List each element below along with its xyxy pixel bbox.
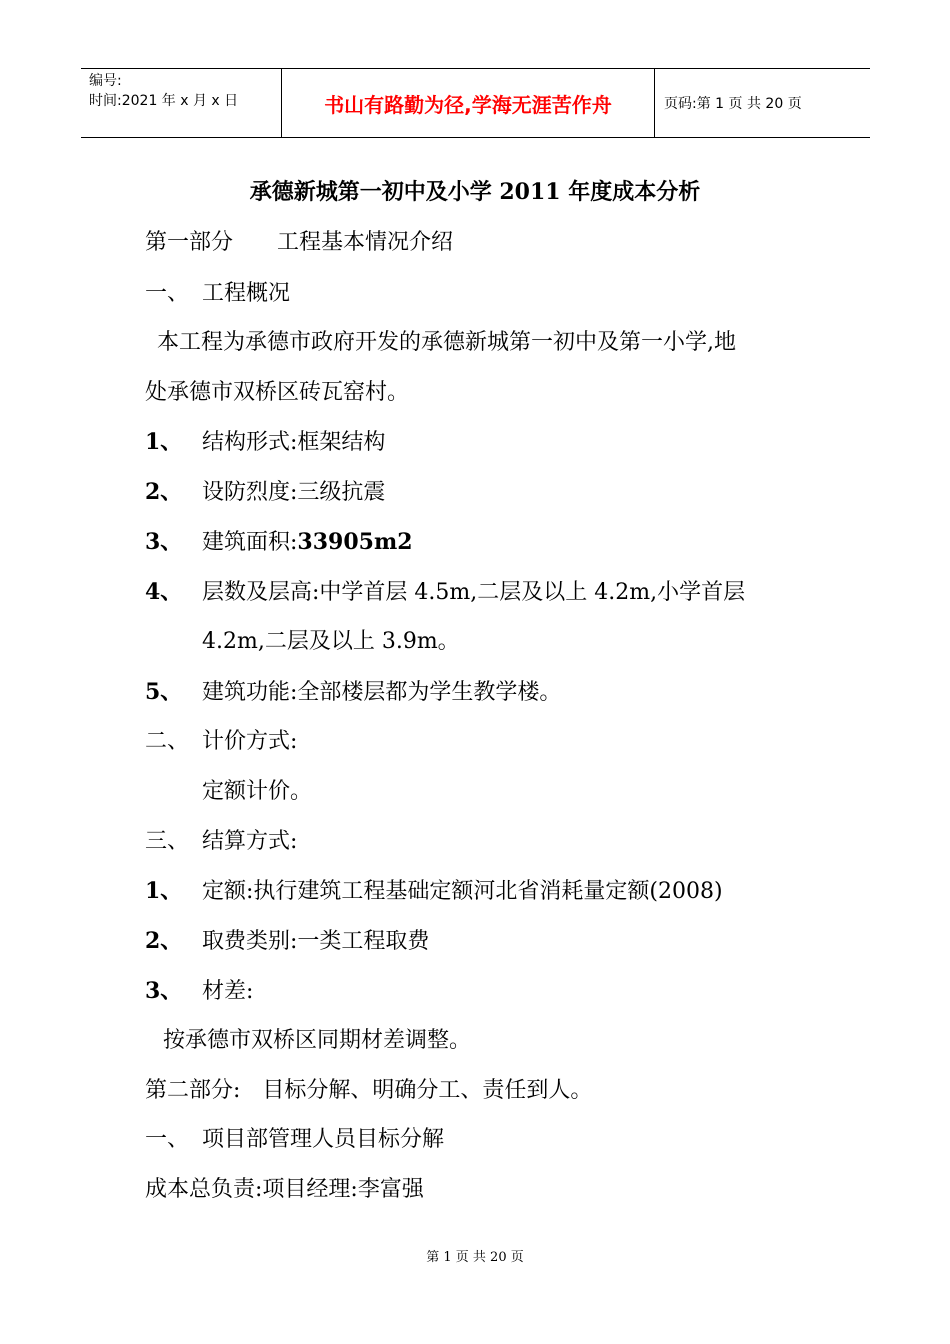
item-text: 设防烈度:三级抗震 xyxy=(202,480,386,505)
item-number: 1、 xyxy=(145,878,183,904)
section1-text: 工程概况 xyxy=(202,281,291,306)
section3-prefix: 三、 xyxy=(145,829,190,854)
section1-prefix: 一、 xyxy=(145,281,190,306)
item-number: 5、 xyxy=(145,679,183,705)
section2-body: 定额计价。 xyxy=(202,779,313,804)
section2-heading xyxy=(145,727,297,757)
list-item xyxy=(145,976,253,1007)
list-item xyxy=(145,427,385,458)
header-motto-cell xyxy=(282,69,655,137)
item-text: 4.2m,二层及以上 3.9m。 xyxy=(202,629,460,654)
item-number: 4、 xyxy=(145,579,183,605)
item-text: 建筑面积: xyxy=(202,530,298,555)
item-text: 建筑功能:全部楼层都为学生教学楼。 xyxy=(202,680,562,705)
section1-heading xyxy=(145,279,290,309)
list-item xyxy=(145,677,561,708)
item-text: 层数及层高:中学首层 4.5m,二层及以上 4.2m,小学首层 xyxy=(202,580,746,605)
page-header xyxy=(81,68,870,138)
item-text: 取费类别:一类工程取费 xyxy=(202,929,430,954)
item-number: 3、 xyxy=(145,978,183,1004)
part1-heading xyxy=(145,228,453,258)
list-item xyxy=(145,876,723,907)
section2-text: 计价方式: xyxy=(202,729,298,754)
item-text: 材差: xyxy=(202,979,254,1004)
part1-text: 工程基本情况介绍 xyxy=(277,230,454,255)
header-page-info: 页码:第 1 页 共 20 页 xyxy=(664,96,802,112)
list-item xyxy=(145,477,385,508)
item-number: 2、 xyxy=(145,479,183,505)
doc-title: 承德新城第一初中及小学 2011 年度成本分析 xyxy=(249,179,701,205)
intro-line-1: 本工程为承德市政府开发的承德新城第一初中及第一小学,地 xyxy=(157,330,736,355)
item-value: 33905m2 xyxy=(297,529,413,555)
doc-time-label: 时间:2021 年 x 月 x 日 xyxy=(89,93,239,109)
section2-prefix: 二、 xyxy=(145,729,190,754)
item-number: 3、 xyxy=(145,529,183,555)
part1-prefix: 第一部分 xyxy=(145,230,234,255)
item-number: 2、 xyxy=(145,928,183,954)
page-footer: 第 1 页 共 20 页 xyxy=(426,1250,524,1265)
list-item xyxy=(145,527,413,558)
part2-heading xyxy=(145,1076,592,1106)
section3-body: 按承德市双桥区同期材差调整。 xyxy=(163,1028,472,1053)
item-text: 结构形式:框架结构 xyxy=(202,430,386,455)
list-item xyxy=(145,577,745,608)
header-motto: 书山有路勤为径,学海无涯苦作舟 xyxy=(324,92,612,117)
section3-heading xyxy=(145,827,297,857)
section4-prefix: 一、 xyxy=(145,1127,190,1152)
item-text: 定额:执行建筑工程基础定额河北省消耗量定额(2008) xyxy=(202,879,723,904)
list-item-continuation xyxy=(145,627,460,657)
doc-number-label: 编号: xyxy=(89,73,122,89)
part2-prefix: 第二部分: xyxy=(145,1078,241,1103)
intro-line-2: 处承德市双桥区砖瓦窑村。 xyxy=(145,380,410,405)
header-meta xyxy=(81,69,282,137)
section4-heading xyxy=(145,1125,444,1155)
cost-responsible-line: 成本总负责:项目经理:李富强 xyxy=(145,1177,424,1202)
part2-text: 目标分解、明确分工、责任到人。 xyxy=(262,1078,593,1103)
item-number: 1、 xyxy=(145,429,183,455)
section3-text: 结算方式: xyxy=(202,829,298,854)
list-item xyxy=(145,926,429,957)
section4-text: 项目部管理人员目标分解 xyxy=(202,1127,445,1152)
